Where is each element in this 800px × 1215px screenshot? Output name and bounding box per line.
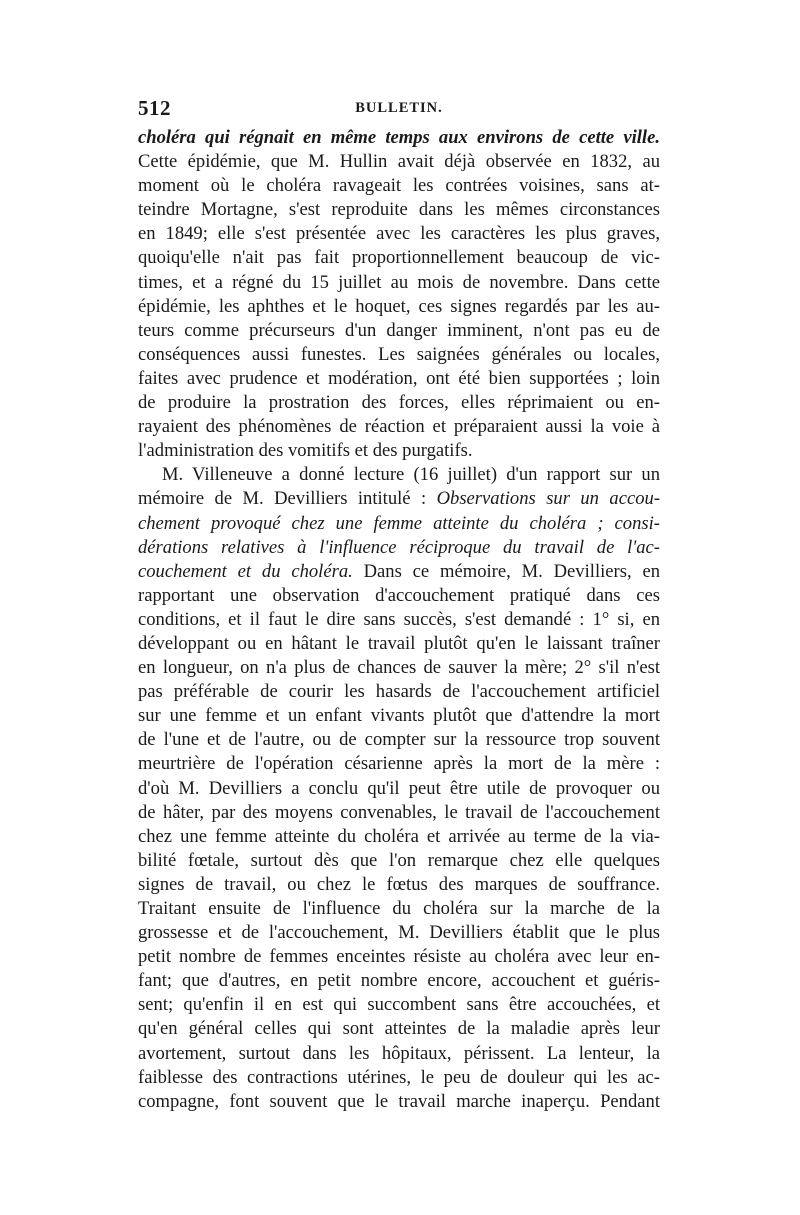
text-line: épidémie, les aphthes et le hoquet, ces signes regardés par les au- (138, 295, 660, 317)
text-line: moment où le choléra ravageait les contrées voisines, sans at- (138, 175, 660, 197)
text-line: M. Villeneuve a donné lecture (16 juillet) d'un rapport sur un (162, 464, 660, 486)
text-line: de l'une et de l'autre, ou de compter sur la ressource trop souvent (138, 729, 660, 751)
text-line: rayaient des phénomènes de réaction et préparaient aussi la voie à (138, 416, 660, 438)
body-text (138, 126, 660, 1114)
text-line: qu'en général celles qui sont atteintes de la maladie après leur (138, 1018, 660, 1040)
text-line: grossesse et de l'accouchement, M. Devilliers établit que le plus (138, 922, 660, 944)
text-line: l'administration des vomitifs et des purgatifs. (138, 440, 473, 462)
text-line: rapportant une observation d'accouchement pratiqué dans ces (138, 584, 660, 606)
text-line: en longueur, on n'a plus de chances de sauver la mère; 2° s'il n'est (138, 657, 660, 679)
text-line: fant; que d'autres, en petit nombre encore, accouchent et guéris- (138, 970, 660, 992)
memoir-title: couchement et du choléra. (138, 560, 353, 582)
text-line: pas préférable de courir les hasards de l'accouchement artificiel (138, 681, 660, 703)
text-line: sur une femme et un enfant vivants plutôt que d'attendre la mort (138, 705, 660, 727)
text-line: d'où M. Devilliers a conclu qu'il peut être utile de provoquer ou (138, 777, 660, 799)
text-line: signes de travail, ou chez le fœtus des marques de souffrance. (138, 873, 660, 895)
text-line: conséquences aussi funestes. Les saignées générales ou locales, (138, 343, 660, 365)
text-line: teurs comme précurseurs d'un danger imminent, n'ont pas eu de (138, 319, 660, 341)
page-header (138, 96, 660, 126)
text-line: meurtrière de l'opération césarienne après la mort de la mère : (138, 753, 660, 775)
text-line: Traitant ensuite de l'influence du choléra sur la marche de la (138, 898, 660, 919)
text-line: choléra qui régnait en même temps aux environs de cette ville. (138, 127, 660, 148)
text-line: teindre Mortagne, s'est reproduite dans les mêmes circonstances (138, 199, 660, 221)
text-fragment: Dans ce mémoire, M. Devilliers, en (352, 560, 660, 582)
text-line: chez une femme atteinte du choléra et arrivée au terme de la via- (138, 825, 660, 847)
text-line: Cette épidémie, que M. Hullin avait déjà observée en 1832, au (138, 151, 660, 173)
text-line (138, 560, 660, 584)
text-line: de produire la prostration des forces, elles réprimaient ou en- (138, 392, 660, 414)
running-head: BULLETIN. (355, 100, 443, 116)
page-number: 512 (138, 96, 171, 120)
text-line (138, 536, 660, 560)
text-line: développant ou en hâtant le travail plutôt qu'en le laissant traîner (138, 632, 660, 654)
text-line: bilité fœtale, surtout dès que l'on remarque chez elle quelques (138, 849, 660, 871)
text-line: quoiqu'elle n'ait pas fait proportionnellement beaucoup de vic- (138, 247, 660, 269)
text-line (138, 487, 660, 511)
text-line: faites avec prudence et modération, ont été bien supportées ; loin (138, 367, 660, 389)
text-line: petit nombre de femmes enceintes résiste au choléra avec leur en- (138, 946, 660, 968)
text-line: compagne, font souvent que le travail marche inaperçu. Pendant (138, 1090, 660, 1112)
memoir-title: Observations sur un accou- (436, 488, 661, 510)
text-line: sent; qu'enfin il en est qui succombent sans être accouchées, et (138, 994, 660, 1016)
memoir-title: dérations relatives à l'influence réciproque du travail de l'ac- (138, 536, 660, 558)
memoir-title: chement provoqué chez une femme atteinte du choléra ; consi- (138, 512, 660, 534)
text-fragment: mémoire de M. Devilliers intitulé : (138, 488, 437, 510)
book-page (138, 96, 660, 1114)
text-line (138, 512, 660, 536)
text-line: times, et a régné du 15 juillet au mois de novembre. Dans cette (138, 271, 660, 293)
text-line: avortement, surtout dans les hôpitaux, périssent. La lenteur, la (138, 1042, 660, 1064)
text-line: de hâter, par des moyens convenables, le travail de l'accouchement (138, 801, 660, 823)
text-line: conditions, et il faut le dire sans succès, s'est demandé : 1° si, en (138, 608, 660, 630)
text-line: en 1849; elle s'est présentée avec les caractères les plus graves, (138, 223, 660, 245)
text-line: faiblesse des contractions utérines, le peu de douleur qui les ac- (138, 1066, 660, 1088)
